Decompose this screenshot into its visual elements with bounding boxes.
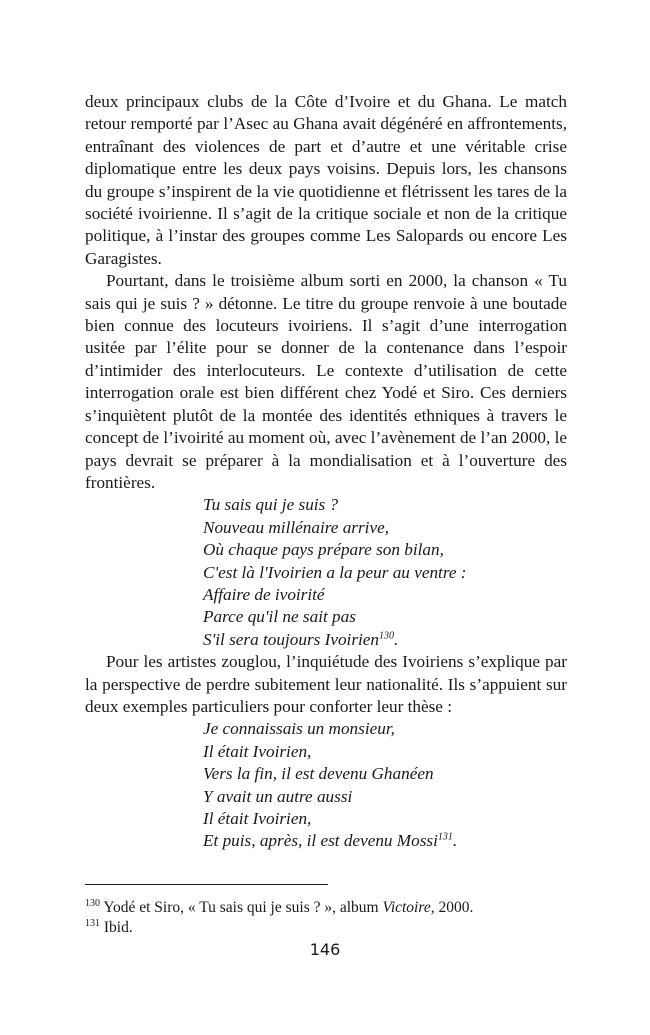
verse-line-text: S'il sera toujours Ivoirien: [203, 629, 380, 649]
verse-line: Y avait un autre aussi: [203, 786, 353, 806]
verse-line: Où chaque pays prépare son bilan,: [203, 540, 444, 560]
verse-line: Il était Ivoirien,: [203, 809, 312, 828]
verse-line: Je connaissais un monsieur,: [203, 719, 395, 739]
footnote-ref-131: 131: [437, 831, 453, 843]
footnote-text-end: 2000.: [434, 899, 474, 916]
footnotes: [85, 898, 567, 937]
page-body: [85, 91, 567, 853]
paragraph-3: Pour les artistes zouglou, l’inquiétude des Ivoiriens s’explique par la perspective de perdre subitement leur nationalité. Ils s’appuient sur deux exemples particuliers pour conforter leur thèse :: [85, 652, 567, 716]
verse-line: Tu sais qui je suis ?: [203, 495, 339, 515]
paragraph-2: Pourtant, dans le troisième album sorti en 2000, la chanson « Tu sais qui je suis ? » détonne. Le titre du groupe renvoie à une boutade bien connue des locuteurs ivoiriens. Il s’agit d’une interrogation usitée par l’élite pour se donner de la contenance dans l’espoir d’intimider des interlocuteurs. Le contexte d’utilisation de cette interrogation orale est bien différent chez Yodé et Siro. Ces derniers s’inquiètent plutôt de la montée des identités ethniques à travers le concept de l’ivoirité au moment où, avec l’avènement de l’an 2000, le pays devrait se préparer à la mondialisation et à l’ouverture des frontières.: [85, 271, 567, 492]
song-excerpt-1: [203, 494, 567, 651]
paragraph-1: deux principaux clubs de la Côte d’Ivoire et du Ghana. Le match retour remporté par l’Asec au Ghana avait dégénéré en affrontements, entraînant des violences de part et d’autre et une véritable crise diplomatique entre les deux pays voisins. Depuis lors, les chansons du groupe s’inspirent de la vie quotidienne et flétrissent les tares de la société ivoirienne. Il s’agit de la critique sociale et non de la critique politique, à l’instar des groupes comme Les Salopards ou encore Les Garagistes.: [85, 92, 567, 268]
verse-line: Parce qu'il ne sait pas: [203, 607, 356, 627]
album-title: Victoire,: [382, 899, 435, 916]
verse-end-punct: .: [394, 629, 399, 649]
footnote-131: [85, 918, 567, 938]
verse-line-text: Et puis, après, il est devenu Mossi: [203, 831, 438, 851]
verse-end-punct: .: [452, 831, 458, 851]
footnote-text: Yodé et Siro, « Tu sais qui je suis ? », album: [103, 899, 383, 916]
verse-line: Affaire de ivoirité: [203, 584, 325, 604]
footnote-number: 131: [85, 917, 100, 929]
song-excerpt-2: [203, 718, 567, 852]
verse-line: Nouveau millénaire arrive,: [203, 517, 389, 537]
footnote-text: Ibid.: [103, 918, 133, 936]
verse-line-last: [203, 830, 567, 852]
footnote-number: 130: [85, 897, 100, 909]
page-number: 146: [309, 940, 341, 959]
verse-line: Vers la fin, il est devenu Ghanéen: [203, 764, 434, 784]
verse-line: Il était Ivoirien,: [203, 741, 312, 761]
footnote-130: [85, 898, 567, 918]
verse-line: C'est là l'Ivoirien a la peur au ventre :: [203, 562, 467, 582]
verse-line-last: [203, 629, 567, 651]
footnote-separator: [85, 884, 328, 885]
footnote-ref-130: 130: [379, 630, 395, 642]
